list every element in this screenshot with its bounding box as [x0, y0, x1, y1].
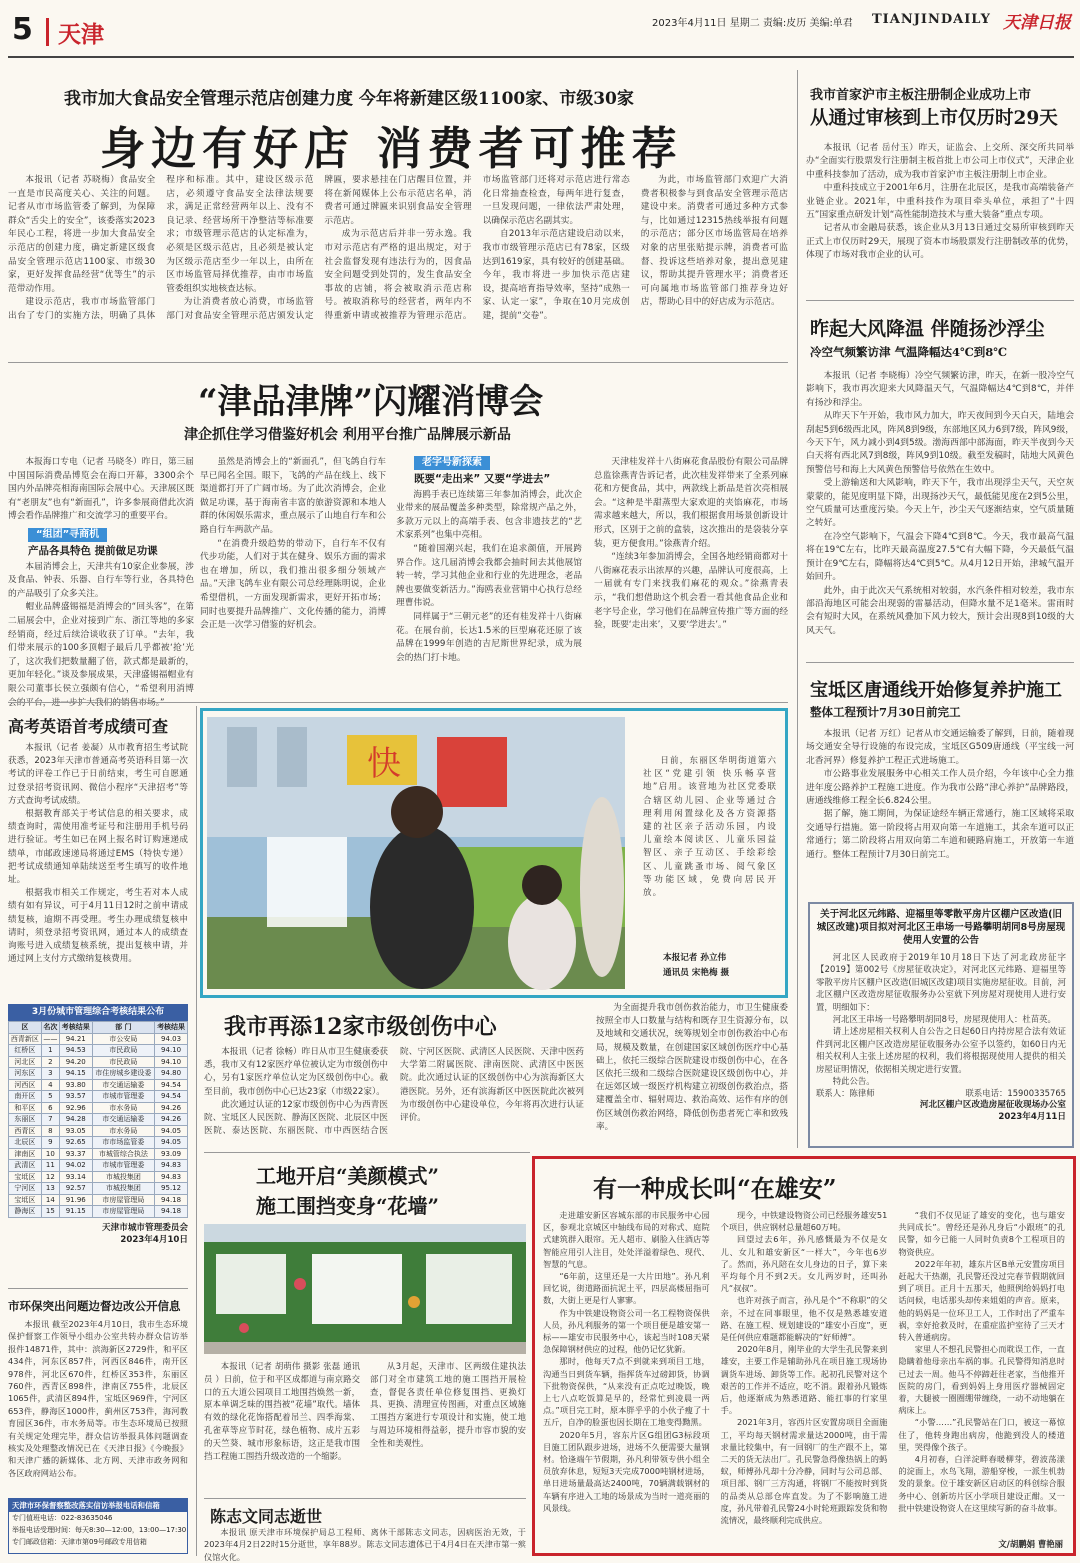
road-p3: 据了解，施工期间，为保证途经车辆正常通行，施工区域将采取交通导行措施。第一阶段将占用双向第一车道施工，其余车道可以正常通行；第二阶段将占用双向第二车道和硬路肩施工，开放第一车道通行。整体工程预计7月30日前完工。 [806, 809, 1074, 860]
xiongan-p8: 也许对孩子而言，孙凡是个“不称职”的父亲，不过在同事眼里，他不仅是熟悉雄安道路、在施工程、规划建设的“雄安小百度”，更是任何供应难题都能解决的“好师傅”。 [720, 1295, 888, 1343]
col-dept: 部 门 [92, 1022, 154, 1034]
table-cell: 94.83 [155, 1171, 188, 1183]
section-name: 天津 [58, 22, 104, 48]
wind-p5: 此外，由于此次天气系统相对较弱，水汽条件相对较差，我市东部沿海地区可能会出现弱的雷暴活动，但降水量不足1毫米。雷雨时会有短时大风，在系统风叠加下风力较大，预计会出现8到10级的大风天气。 [806, 585, 1074, 636]
photo-child [508, 894, 576, 990]
table-cell: 宝坻区 [9, 1194, 42, 1206]
photo-red-panel [437, 737, 507, 807]
table-cell: 东丽区 [9, 1114, 42, 1126]
wind-body [806, 370, 1074, 654]
table-cell: 7 [41, 1114, 59, 1126]
table-cell: 和平区 [9, 1102, 42, 1114]
table-cell: 市水务局 [92, 1125, 154, 1137]
col-score: 考核结果 [59, 1022, 92, 1034]
table-cell: 94.02 [59, 1160, 92, 1172]
story1-p2: 建设示范店，我市市场监管部门出台了专门的实施方法，明确了具体程序和标准。其中，建设区级示范店，必须遵守食品安全法律法规要求，满足正常经营两年以上、没有不良记录、经营场所干净整洁等标准要求；市级管理示范店的认定标准为，必须是区级示范店，且必须是被认定为区级示范店至少一年以上，由所在区市场监管局择优推荐，由市市场监管委组织实地核查达标。 [8, 175, 314, 321]
wind-p4: 在冷空气影响下，气温会下降4℃到8℃。今天，我市最高气温将在19℃左右，比昨天最高温度27.5℃有大幅下降，今天最低气温预计在9℃左右，降幅将达4℃到5℃。从4月12日开始，津城气温开始回升。 [806, 531, 1074, 583]
ipo-p3: 记者从市金融局获悉，该企业从3月13日通过交易所审核到昨天正式上市仅历时29天，展现了资本市场股票发行注册制改革的优势，体现了市场对我市企业的认可。 [806, 223, 1074, 261]
xiongan-p11: “我们不仅见证了雄安的变化，也与雄安共同成长”。曾经还是孙凡身后“小跟班”的孔民警，如今已能一人同时负责8个工程项目的物资供应。 [898, 1210, 1065, 1257]
table-cell: 91.96 [59, 1194, 92, 1206]
wind-p1: 本报讯（记者 李晓梅）冷空气频繁访津，昨天，在新一股冷空气影响下，我市再次迎来大风降温天气，气温降幅达4℃到8℃，并伴有扬沙和浮尘。 [806, 371, 1074, 408]
paper-name-en: TIANJINDAILY [872, 12, 991, 27]
ipo-p1: 本报讯（记者 岳付玉）昨天，证监会、上交所、深交所共同举办“全面实行股票发行注册制主板首批上市公司上市仪式”，天津企业中重科技参加了活动，成为我市首家沪市主板注册制上市企业。 [806, 143, 1074, 180]
table-cell: 3 [41, 1068, 59, 1080]
story2-p5: “在消费升级趋势的带动下，自行车不仅有代步功能，人们对于其在健身、娱乐方面的需求也在增加，所以，我们推出很多细分领域产品。”天津飞鸽车业有限公司总经理陈明说，企业希望借机，一方面发现新需求，更好开拓市场；同时也要提升品牌推广、文化传播的能力，消博会正是一次学习借鉴的好机会。 [200, 538, 386, 631]
table-row [9, 1091, 188, 1103]
notice-body [816, 951, 1066, 1087]
story2-p10: “连续3年参加消博会，全国各地经销商都对十八街麻花表示出浓厚的兴趣，品牌认可度很高，上一届就有专门来找我们麻花的观众。”徐燕青表示，“我们想借助这个机会看一看其他食品企业和老字号企业，学习他们在品牌宣传推广等方面的经验，既要‘走出来’，又要‘学进去’。” [594, 552, 788, 631]
story2-tag2-sub: 既要“走出来” 又要“学进去” [414, 472, 551, 485]
story2-col2 [200, 456, 386, 694]
story1-p1: 本报讯（记者 苏晓梅）食品安全一直是市民高度关心、关注的问题。记者从市市场监管委了解到，为保障群众“舌尖上的安全”，该委落实2023年民心工程，将进一步加大食品安全示范店的创建力度，确定新建区级食品安全管理示范店1100家、市级30家，更好发挥食品经营“优等生”的示范带动作用。 [8, 175, 156, 294]
notice-title: 关于河北区元纬路、迎福里等零散平房片区棚户区改造(旧城区改建)项目拟对河北区王串场一号路攀明胡同8号房屋现使用人安置的公告 [816, 909, 1066, 946]
table-cell: 市水务局 [92, 1102, 154, 1114]
story-xiongan-box [532, 1156, 1076, 1556]
story-road [806, 666, 1074, 896]
table-cell: 92.57 [59, 1183, 92, 1195]
photo-person-woman [370, 825, 474, 989]
fence-title-1: 工地开启“美颜模式” [256, 1164, 440, 1188]
date-info: 2023年4月11日 星期二 责编:皮历 美编:单君 [652, 18, 853, 29]
story2-tag2 [414, 456, 582, 487]
table-cell: 94.05 [155, 1125, 188, 1137]
table-cell: 市城市管理委 [92, 1160, 154, 1172]
table-cell: 94.05 [155, 1137, 188, 1149]
table-cell: 94.18 [155, 1194, 188, 1206]
masthead-rule [8, 56, 1074, 58]
xiongan-p5: 2020年5月，容东片区G组团G3标段项目施工团队跟步进场，进场不久便需要大量钢材。恰逢端午节假期，孙凡利带领专供小组全员放弃休息，短短3天完成7000吨钢材进场，单日进场量最高达2400吨，70辆满载钢材的车辆有序进入工地的场景成为当时一道亮丽的风景线。 [543, 1429, 710, 1513]
table-row [9, 1194, 188, 1206]
table-date: 2023年4月10日 [120, 1234, 188, 1245]
obit-body [204, 1526, 526, 1562]
table-cell: 94.54 [155, 1079, 188, 1091]
table-cell: 94.28 [59, 1114, 92, 1126]
story-obit [204, 1500, 526, 1562]
table-row [9, 1114, 188, 1126]
road-title: 宝坻区唐通线开始修复养护施工 [810, 680, 1062, 701]
table-cell: 南开区 [9, 1091, 42, 1103]
table-cell: 武清区 [9, 1160, 42, 1172]
table-cell: 市城投集团 [92, 1183, 154, 1195]
notice-p3: 请上述房屋相关权利人自公告之日起60日内持房屋合法有效证件到河北区棚户区改造房屋征收服务办公室予以签约，如60日内无相关权利人主张上述房屋的权利，我们将根据现使用人提供的相关房屋证明情况，依据相关规定进行安置。 [816, 1026, 1066, 1074]
table-cell: 94.53 [59, 1045, 92, 1057]
table-cell: 河东区 [9, 1068, 42, 1080]
xiongan-p9: 2020年8月，刚毕业的大学生孔民警来到雄安，主要工作是辅助孙凡在项目施工现场协调货车进场、卸货等工作。起初孔民警对这个艰苦的工作并不适应，吃不消。跟着孙凡锻炼后，他逐渐成为熟悉道路、能扛事的行家里手。 [720, 1344, 888, 1416]
table-cell: 市城管综合执法 [92, 1148, 154, 1160]
xiongan-p4: 那时，他每天7点不到就来到项目工地，沟通当日到货车辆，指挥货车过磅卸货，协调下批物资保供，“从来没有正点吃过晚饭，晚上七八点吃饭算是早的，经常忙到凌晨一两点。”项目完工时，原本胖乎乎的小伙子瘦了十五斤，自净的脸蛋也因长期在工地变得黝黑。 [543, 1356, 710, 1428]
story2-p7: “随着国潮兴起，我们在追求颜值，开展跨界合作。这几届消博会我都会抽时间去其他展馆转一转，学习其他企业和行业的先进理念，老品牌也要做变新活力。”海鸥表业营销中心执行总经理曹伟说。 [396, 543, 582, 609]
rank-table-header [9, 1022, 188, 1034]
xiongan-p7: 回望过去6年，孙凡感慨最为不仅是女儿、女儿和雄安新区“一样大”，今年也6岁了。然而，孙凡陪在女儿身边的日子，算下来平均每个月不到2天。女儿两岁时，还叫孙凡“叔叔”。 [720, 1234, 888, 1294]
notice-issuer: 河北区棚户区改造房屋征收现场办公室 [919, 1100, 1066, 1111]
story2-p4: 虽然是消博会上的“新面孔”，但飞鸽自行车早已闻名全国。眼下，飞鸽的产品在线上、线下渠道都打开了广阔市场。为了此次消博会，企业做足功课，基于海南省丰富的旅游资源和本地人群的休闲娱乐需求，重点展示了山地自行车和公路自行车两款产品。 [200, 457, 386, 535]
road-body [806, 728, 1074, 894]
table-cell: 9 [41, 1137, 59, 1149]
page-number: 5 [12, 12, 33, 47]
notice-box [808, 902, 1074, 1148]
exam-title: 高考英语首考成绩可查 [8, 717, 169, 736]
table-cell: 市城投集团 [92, 1171, 154, 1183]
story2-subtitle: 津企抓住学习借鉴好机会 利用平台推广品牌展示新品 [184, 427, 511, 443]
rank-table-body [9, 1033, 188, 1217]
table-cell: 94.54 [155, 1091, 188, 1103]
exam-table-box [8, 1004, 188, 1284]
xiongan-p1: 走进雄安新区容城东部的市民服务中心园区，参观北京城区中轴线布局的对称式、庭院式建筑群入眼帘。无人超市、刷脸入住酒店等智能应用引人注目，处处洋溢着绿色、现代、智慧的气息。 [543, 1210, 710, 1269]
story-env [8, 1292, 188, 1556]
table-cell: 津南区 [9, 1148, 42, 1160]
table-cell: 市民政局 [92, 1045, 154, 1057]
ipo-p2: 中重科技成立于2001年6月，注册在北辰区，是我市高端装备产业链企业。2021年，中重科技作为项目牵头单位，承担了“十四五”国家重点研发计划“高性能制造技术与重大装备”重点专项。 [806, 183, 1074, 221]
table-cell: 94.18 [155, 1206, 188, 1218]
table-cell: 4 [41, 1079, 59, 1091]
table-cell: 94.83 [155, 1160, 188, 1172]
table-row [9, 1137, 188, 1149]
divider-r2 [806, 662, 1074, 663]
table-cell: 5 [41, 1091, 59, 1103]
left-col-divider [196, 706, 197, 1556]
ipo-body [806, 142, 1074, 292]
road-subtitle: 整体工程预计7月30日前完工 [810, 705, 961, 719]
photo-caption [643, 755, 777, 945]
table-cell: 西青区 [9, 1125, 42, 1137]
table-row [9, 1102, 188, 1114]
table-row [9, 1056, 188, 1068]
story1-title: 身边有好店 消费者可推荐 [100, 122, 683, 175]
story2-p2: 本届消博会上，天津共有10家企业参展，涉及食品、钟表、乐器、自行车等行业，各具特色的产品吸引了众多关注。 [8, 561, 194, 599]
table-cell: 93.09 [155, 1148, 188, 1160]
env-title: 市环保突出问题边督边改公开信息 [8, 1299, 181, 1313]
table-cell: 市市场监管委 [92, 1137, 154, 1149]
table-cell: 94.26 [155, 1114, 188, 1126]
story2-p8: 同样属于“三朝元老”的还有桂发祥十八街麻花。在展台前，长达1.5米的巨型麻花还原了该品牌在1999年创造的吉尼斯世界纪录，成为展会的热门打卡地。 [396, 611, 582, 663]
obit-p1: 本报讯 原天津市环境保护局总工程师、离休干部陈志文同志，因病医治无效，于2023年4月2日22时15分逝世，享年88岁。陈志文同志遗体已于4月4日在天津市第一殡仪馆火化。 [204, 1527, 526, 1562]
table-cell: 北辰区 [9, 1137, 42, 1149]
story-fence [204, 1156, 526, 1496]
notice-phone: 联系电话：15900335765 [965, 1088, 1066, 1099]
ipo-title: 从通过审核到上市仅历时29天 [810, 108, 1058, 129]
road-p2: 市公路事业发展服务中心相关工作人员介绍，今年该中心全力推进年度公路养护工程施工进度。作为我市公路“津心养护”品牌路段，唐通线维修工程全长6.824公里。 [806, 769, 1074, 807]
photo-credit-1: 本报记者 孙立伟 [663, 953, 727, 963]
xiongan-body [543, 1209, 1065, 1543]
table-cell: 94.03 [155, 1033, 188, 1045]
ipo-kicker: 我市首家沪市主板注册制企业成功上市 [810, 88, 1032, 103]
table-cell: 宝坻区 [9, 1171, 42, 1183]
table-cell: 市房屋管理局 [92, 1206, 154, 1218]
table-cell: 94.15 [59, 1068, 92, 1080]
col-dept-score: 考核结果 [155, 1022, 188, 1034]
table-cell: 92.96 [59, 1102, 92, 1114]
table-cell: 市公安局 [92, 1033, 154, 1045]
table-cell: 市城市管理委 [92, 1091, 154, 1103]
section-bar [46, 18, 49, 46]
fence-flower-3 [239, 1323, 249, 1333]
table-row [9, 1125, 188, 1137]
table-cell: 1 [41, 1045, 59, 1057]
paper-logo: 天津日报 [1003, 13, 1071, 33]
masthead [0, 0, 1080, 62]
exam-p1: 本报讯（记者 姜凝）从市教育招生考试院获悉，2023年天津市普通高考英语科目第一次考试的评卷工作已于日前结束，考生可自愿通过登录招考资讯网、微信小程序“天津招考”等方式查询考试成绩。 [8, 743, 188, 806]
table-cell: 15 [41, 1206, 59, 1218]
story2-tag1-sub: 产品各具特色 提前做足功课 [28, 544, 158, 557]
table-cell: 93.37 [59, 1148, 92, 1160]
table-row [9, 1148, 188, 1160]
table-cell: 93.80 [59, 1079, 92, 1091]
obit-title: 陈志文同志逝世 [210, 1507, 323, 1526]
story2-tag2-label: 老字号新探索 [414, 456, 490, 470]
fence-body-2 [370, 1360, 526, 1494]
story2-p1: 本报海口专电（记者 马晓冬）昨日，第三届中国国际消费品博览会在海口开幕，3300余个国内外品牌亮相海南国际会展中心。天津展区既有“老朋友”也有“新面孔”，许多参展商借此次消博会看作品牌推广和交流学习的重要平台。 [8, 457, 194, 522]
story2-title: “津品津牌”闪耀消博会 [198, 382, 544, 422]
table-cell: 8 [41, 1125, 59, 1137]
story1-kicker: 我市加大食品安全管理示范店创建力度 今年将新建区级1100家、市级30家 [64, 89, 634, 109]
story1-p6: 为此，市场监管部门欢迎广大消费者积极参与到食品安全管理示范店建设中来。消费者可通过多种方式参与，比如通过12315热线举报有问题的示范店；部分区市场监管局在培养对象的店里张贴提示牌，消费者可监督、投诉这些培养对象，提出意见建议，帮助其提升管理水平；消费者还可向属地市场监管部门推荐身边好店，帮助心目中的好店成为示范店。 [640, 175, 788, 308]
notice-contact-row [816, 1087, 1066, 1099]
photo-child-head [522, 865, 562, 905]
table-cell: 红桥区 [9, 1045, 42, 1057]
table-cell: 94.20 [59, 1056, 92, 1068]
xiongan-author: 文/胡鹏娟 曹艳丽 [992, 1538, 1063, 1550]
photo-window-2 [277, 727, 307, 787]
community-photo [207, 717, 625, 989]
notice-date: 2023年4月11日 [998, 1112, 1066, 1123]
table-cell: 91.15 [59, 1206, 92, 1218]
env-hotline-box [8, 1498, 188, 1554]
rank-table [8, 1021, 188, 1218]
notice-contact: 联系人：陈律师 [816, 1088, 875, 1099]
table-row [9, 1068, 188, 1080]
table-row [9, 1171, 188, 1183]
table-cell: 94.21 [59, 1033, 92, 1045]
table-cell: 2 [41, 1056, 59, 1068]
table-cell: 11 [41, 1160, 59, 1172]
story1-p5: 自2013年示范店建设启动以来，我市市级管理示范店已有78家，区级达到1619家，具有较好的创建基础。今年，我市将进一步加快示范店建设，提高培育指导效率，坚持“成熟一家、认定一家”，争取在10月完成创建，提前“交卷”。 [482, 229, 630, 321]
fence-panel-3 [426, 1254, 512, 1324]
story2-p9: 天津桂发祥十八街麻花食品股份有限公司品牌总监徐燕青告诉记者，此次桂发祥带来了全系列麻花和方便食品，其中，两款线上新品是首次亮相展会。“这种是半甜蒸型大家欢迎的夹馅麻花，市场需求越来越大，所以，我们根据食用场景创新设计形式，区别于之前的盒装，这次推出的是袋装分享装，更方便食用。”徐燕青介绍。 [594, 457, 788, 549]
fence-flower-2 [408, 1296, 420, 1308]
xiongan-title: 有一种成长叫“在雄安” [593, 1174, 837, 1203]
story2-col4 [594, 456, 788, 694]
fence-photo [204, 1224, 526, 1354]
table-cell: 市民政局 [92, 1056, 154, 1068]
medical-p1: 本报讯（记者 徐畅）昨日从市卫生健康委获悉，我市又有12家医疗单位被认定为市级创伤中心，另有1家医疗单位认定为区级创伤中心。截至目前，我市创伤中心已达23家（市级22家）。 [204, 1047, 388, 1097]
env-tel: 专门值班电话：022-83635046 [12, 1514, 113, 1522]
table-row [9, 1033, 188, 1045]
story2-col1 [8, 456, 194, 694]
story1-p3: 为让消费者放心消费，市场监管部门对食品安全管理示范店颁发认定牌匾，要求悬挂在门店醒目位置，并将在新闻媒体上公布示范店名单，消费者可通过牌匾来识别食品安全管理示范店。 [166, 175, 472, 321]
divider-r1 [806, 300, 1074, 301]
table-cell: 13 [41, 1183, 59, 1195]
table-cell: 12 [41, 1171, 59, 1183]
table-row [9, 1160, 188, 1172]
story-food-safety [8, 70, 788, 356]
table-cell: 6 [41, 1102, 59, 1114]
photo-sign-board [267, 837, 347, 927]
table-cell: 14 [41, 1194, 59, 1206]
table-cell: 92.65 [59, 1137, 92, 1149]
photo-banner-char: 快 [367, 744, 401, 784]
env-p1: 本报讯 截至2023年4月10日，我市生态环境保护督察工作领导小组办公室共转办群众信访举报件14871件，其中：滨海新区2729件，和平区434件，河东区857件，河西区846件，南开区978件，河北区670件，红桥区353件，东丽区760件，西青区898件，津南区755件，北辰区1065件，武清区894件，宝坻区969件，宁河区653件，静海区1000件，蓟州区753件，海河教育园区36件，市水务局等。市生态环境局已按照有关规定处理完毕，群众信访举报具体问题调查核实及处理整改情况已在《天津日报》《今晚报》和天津广播的新媒体、北方网、天津市政务网和各区政府网站公布。 [8, 1319, 188, 1478]
table-cell: 10 [41, 1148, 59, 1160]
table-cell: 94.10 [155, 1056, 188, 1068]
table-row [9, 1045, 188, 1057]
table-cell: 宁河区 [9, 1183, 42, 1195]
table-cell: 西青新区 [9, 1033, 42, 1045]
xiongan-p13: 家里人不想孔民警担心而耽误工作，一直隐瞒着他母亲出车祸的事。孔民警得知消息时已过去一周。他马不停蹄赶往老家，当他推开医院的房门，看到妈妈上身用医疗器械固定着，大腿被一圈圈绷带缠绕，一动不动地躺在病床上。 [898, 1344, 1065, 1416]
table-issuer: 天津市城市管理委员会 [102, 1222, 188, 1233]
story-ipo [806, 70, 1074, 296]
table-cell: 94.80 [155, 1068, 188, 1080]
table-title: 3月份城市管理综合考核结果公布 [8, 1004, 188, 1021]
divider-1 [8, 362, 788, 363]
table-cell: 市交通运输委 [92, 1114, 154, 1126]
table-cell: 河西区 [9, 1079, 42, 1091]
env-hotline-title: 天津市环保督察整改落实信访举报电话和信箱 [9, 1499, 187, 1512]
xiongan-p14: “小警……”孔民警站在门口，被这一幕惊住了，他转身跑出病房，他跪到没人的楼道里，哭得像个孩子。 [898, 1417, 1065, 1452]
xiongan-p10: 2021年3月，容西片区安置房项目全面施工，平均每天钢材需求量达2000吨，由于需求量比较集中，有一回钢厂的生产跟不上，第二天的货无法出厂。孔民警急得像热锅上的蚂蚁，师傅孙凡却十分冷静，同时与公司总部、项目部、钢厂三方沟通，将钢厂不能按时到货的品类从总部仓库直发。为了不影响施工进度，孙凡带着孔民警24小时轮班跟踪发货和物流情况，最终顺利完成供应。 [720, 1417, 888, 1526]
fence-sidewalk [204, 1342, 526, 1354]
story2-tag1 [28, 528, 194, 559]
table-cell: 95.12 [155, 1183, 188, 1195]
xiongan-p12: 2022年年初，雄东片区B单元安置房项目赶起大干热潮，孔民警还没过完春节假期就回到了项目。正月十五那天，他照例给妈妈打电话问候，电话那头却传来姐姐的声音。原来，他的妈妈是一位环卫工人，工作时出了严重车祸，幸好抢救及时，在重症监护室待了三天才转入普通病房。 [898, 1258, 1065, 1343]
fence-flower-1 [294, 1278, 306, 1290]
xiongan-p15: 4月初春，白洋淀畔春暖柳芽，碧波荡漾的淀面上，水鸟飞翔，游船穿梭，一派生机勃发的景象。位于雄安新区启动区的科创综合服务中心、创新坊片区小学项目建设正酣。又一批中铁建设物资人在这里续写新的奋斗故事。 [898, 1454, 1065, 1513]
table-cell: 93.05 [59, 1125, 92, 1137]
story1-p4: 成为示范店后并非一劳永逸。我市对示范店有严格的退出规定，对于社会监督发现有违法行为的，因食品安全问题受到处罚的，发生食品安全事故的店铺，将会被取消示范店称号。被取消称号的经营者，两年内不得重新申请或被推荐为管理示范店。市场监管部门还将对示范店进行常态化日常抽查检查，每两年进行复查，一旦发现问题，一律依法严肃处理，以确保示范店名副其实。 [324, 175, 630, 321]
photo-credit-2: 通讯员 宋艳梅 摄 [663, 968, 730, 978]
xiongan-p2: “6年前，这里还是一大片田地”。孙凡利回忆说，街道路面抗泥土平，四层高楼屈指可数，大街上更是行人寥寥。 [543, 1271, 710, 1306]
table-cell: 河北区 [9, 1056, 42, 1068]
env-body [8, 1318, 188, 1496]
exam-p2: 根据教育部关于考试信息的相关要求，成绩查询时，需使用准考证号和注册用手机号码进行验证。考生如已在网上报名时订购速递成绩单，市邮政速递局将通过EMS（特快专递）把考试成绩通知单陆续送至考生填写的收件地址。 [8, 809, 188, 886]
photo-caption-text: 日前，东丽区华明街道第六社区“党建引领 快乐畅享营地”启用。该营地为社区党委联合辖区幼儿园、企业等通过合理利用闲置绿化及各方资源搭建的社区亲子活动乐园，内设儿童绘本阅读区、儿童乐园益智区、亲子互动区、手绘彩绘区、儿童跳蚤市场、阅气象区等功能区域，免费向居民开放。 [643, 756, 777, 899]
wind-p3: 受上游输送和大风影响，昨天下午，我市出现浮尘天气，天空灰蒙蒙的，能见度明显下降，出现扬沙天气，最低能见度在2到5公里，空气质量可达重度污染。今天上午，沙尘天气逐渐结束，空气质量随之转好。 [806, 478, 1074, 529]
fence-panel-1 [216, 1254, 286, 1314]
env-mail: 专门邮政信箱：天津市第09号邮政专用信箱 [12, 1538, 147, 1546]
exam-p3: 根据我市相关工作规定，考生若对本人成绩有如有异议，可于4月11日12时之前申请成绩复核，逾期不再受理。考生办理成绩复核申请时，须登录招考资讯网，通过本人的成绩查询账号进入成绩复核系统，提出复核申请，并通过网上支付方式缴纳复核费用。 [8, 888, 188, 965]
story2-p6: 海鸥手表已连续第三年参加消博会，此次企业带来的展品覆盖多种类型，除常规产品之外，多款万元以上的高端手表、包含非遗技艺的“艺术家系列”也集中亮相。 [396, 489, 582, 541]
photo-person-right [580, 797, 624, 977]
table-cell: 93.57 [59, 1091, 92, 1103]
story2-col3 [396, 456, 582, 694]
xiongan-p3: 作为中铁建设物资公司一名工程物资保供人员，孙凡利服务的第一个项目便是雄安第一标——雄安市民服务中心，该起当时108天紧急保障钢材供应的过程，他仍记忆犹新。 [543, 1307, 710, 1355]
divider-l3 [8, 1288, 188, 1289]
env-hours: 举报电话受理时间：每天8:30—12:00，13:00—17:30 [12, 1526, 187, 1534]
table-cell: 市住房城乡建设委 [92, 1068, 154, 1080]
story2-tag1-label: “组团”寻商机 [28, 528, 107, 542]
story-wind [806, 304, 1074, 658]
notice-p4: 特此公告。 [832, 1076, 875, 1087]
medical-p2: 此次通过认证的12家市级创伤中心为西青医院、宝坻区人民医院、静海区医院、北辰区中医医院、泰达医院、东丽医院、市中西医结合医院、宁河区医院、武清区人民医院、天津中医药大学第二附属医院、津南医院、武清区中医医院。此次通过认证的区级创伤中心为滨海新区大港医院。另外，还有滨海新区中医医院此次被列为市级创伤中心建设单位，今年将再次进行认证评价。 [204, 1047, 584, 1137]
table-cell: —— [43, 1034, 58, 1043]
notice-p2: 河北区王串场一号路攀明胡同8号，房屋现使用人：杜苗英。 [832, 1014, 1056, 1025]
medical-p3: 为全面提升我市创伤救治能力，市卫生健康委按照全市人口数量与结构和既存卫生资源分布，以及地域和交通状况，统筹规划全市创伤救治中心布局，规模及数量，在创建国家区域创伤医疗中心基础上，依托三级综合医院建设市级创伤中心，在各区依托三级和二级综合医院建设区级创伤中心，并在远郊区域一级医疗机构建立初级创伤救治点，搭建覆盖全市、辐射周边、救治高效、运作有序的创伤区域创伤救治网络，降低创伤患者死亡率和致残率。 [596, 1003, 788, 1132]
table-cell: 静海区 [9, 1206, 42, 1218]
story-expo [8, 366, 788, 698]
xiongan-p6: 现今，中铁建设物资公司已经服务雄安51个项目，供应钢材总量超60万吨。 [720, 1210, 888, 1233]
divider-obit [204, 1498, 526, 1499]
photo-person-head [391, 786, 443, 838]
story-exam [8, 706, 188, 998]
table-cell: 94.10 [155, 1045, 188, 1057]
right-col-divider [797, 70, 798, 1148]
road-p1: 本报讯（记者 万红）记者从市交通运输委了解到，日前，随着现场交通安全导行设施的布设完成，宝坻区G509唐通线（平宝线一河北香河界）修复养护工程正式进场施工。 [806, 729, 1074, 766]
divider-2 [8, 702, 788, 703]
wind-subtitle: 冷空气频繁访津 气温降幅达4℃到8℃ [810, 345, 1008, 359]
col-district: 区 [9, 1022, 42, 1034]
fence-panel-2 [312, 1254, 402, 1324]
medical-body-left [204, 1046, 584, 1146]
table-cell: 94.26 [155, 1102, 188, 1114]
fence-p2: 从3月起，天津市、区两级住建执法部门对全市建筑工地的施工围挡开展检查，督促各责任单位修复围挡、更换灯具、更换、清理宣传图画，对重点区域施工围挡方案进行专项设计和实施，使工地与周边环境相得益彰，提升市容市貌的安全性和美观性。 [370, 1361, 526, 1448]
notice-p1: 河北区人民政府于2019年10月18日下达了河北政房征字【2019】第002号《房屋征收决定》，对河北区元纬路、迎福里等零散平房片区棚户区改造(旧城区改建)项目实施房屋征收。目前，河北区棚户区改造房屋征收服务办公室就下列房屋对现使用人进行安置，明细如下： [816, 952, 1066, 1012]
fence-title-2: 施工围挡变身“花墙” [256, 1194, 440, 1218]
fence-p1: 本报讯（记者 胡萌伟 摄影 张磊 通讯员 ）日前，位于和平区成都道与南京路交口的五大道公园项目工地围挡焕然一新，原本单调乏味的围挡被“花墙”取代。墙体有效的绿化花饰搭配着吊兰、四季海棠、孔雀草等应节时花，绿色植物、成片五彩的天竺葵、城市形象标语，这正是我市围挡工程施工围挡升级改造的一个缩影。 [204, 1361, 360, 1461]
photo-story-box [200, 708, 788, 998]
photo-window-1 [227, 727, 257, 787]
exam-body [8, 742, 188, 996]
table-row [9, 1183, 188, 1195]
story-medical [204, 1002, 788, 1148]
story1-body [8, 174, 788, 354]
medical-title: 我市再添12家市级创伤中心 [224, 1014, 497, 1040]
wind-title: 昨起大风降温 伴随扬沙浮尘 [810, 318, 1045, 340]
fence-body-1 [204, 1360, 360, 1494]
col-rank: 名次 [43, 1023, 58, 1032]
table-row [9, 1079, 188, 1091]
story2-p3: 帽业品牌盛锡福是消博会的“回头客”，在第二届展会中，企业对接到广东、浙江等地的多家经销商，经过后续洽谈收获了订单。“去年，我们带来展示的100多顶帽子最后几乎都被‘抢’光了，这次我们把数量翻了倍，款式都是最新的，更加年轻化。”谈及参展成果，天津盛锡福帽业有限公司董事长侯立强颇有信心，“希望利用消博 [8, 602, 194, 694]
medical-body-right [596, 1002, 788, 1146]
table-cell: 市房屋管理局 [92, 1194, 154, 1206]
table-cell: 市交通运输委 [92, 1079, 154, 1091]
table-cell: 93.14 [59, 1171, 92, 1183]
wind-p2: 从昨天下午开始，我市风力加大，昨天夜间到今天白天，陆地会刮起5到6级西北风，阵风8到9级，东部地区风力6到7级，阵风9级，今天下午，风力减小到4到5级。渤海西部中部海面，昨天半夜到今天白天将有西北风7到8级，阵风9到10级。截至发稿时，陆地大风黄色预警信号和海上大风黄色预警信号依然在生效中。 [806, 411, 1074, 475]
divider-mid [204, 1152, 530, 1153]
table-row [9, 1206, 188, 1218]
